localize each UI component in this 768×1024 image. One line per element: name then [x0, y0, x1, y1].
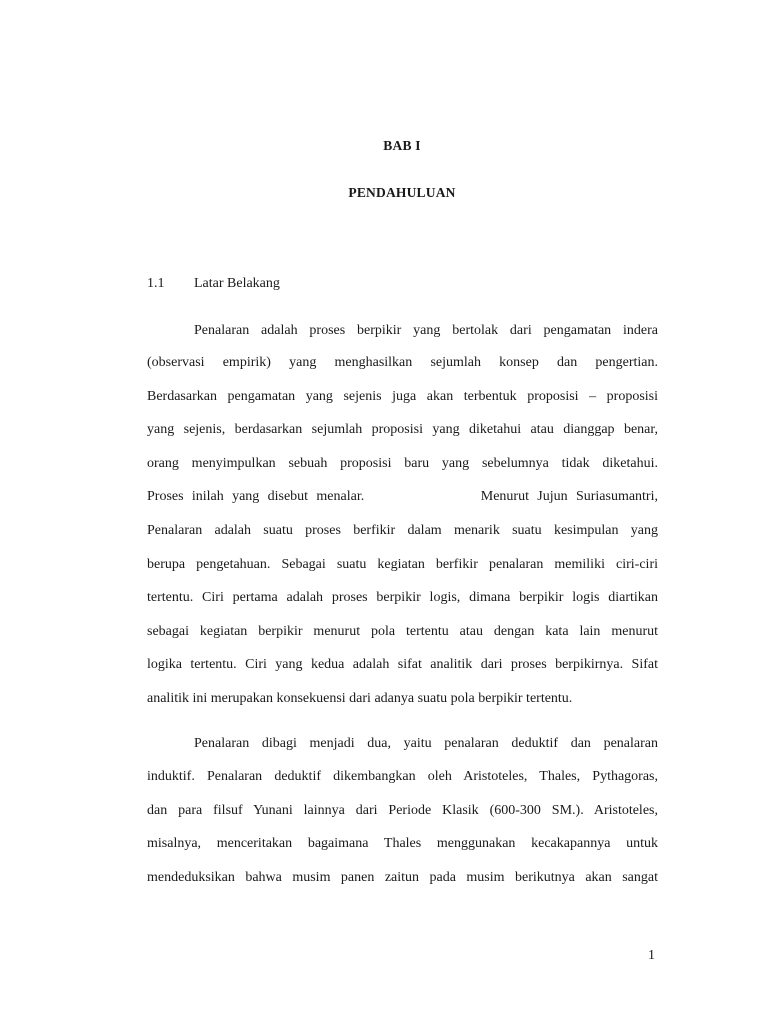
- paragraph-line: misalnya, menceritakan bagaimana Thales menggunakan kecakapannya untuk: [147, 836, 658, 851]
- paragraph-line: sebagai kegiatan berpikir menurut pola tertentu atau dengan kata lain menurut: [147, 624, 658, 639]
- paragraph-line: Proses inilah yang disebut menalar. Menurut Jujun Suriasumantri,: [147, 489, 658, 504]
- section-title: Latar Belakang: [194, 276, 280, 291]
- section-number: 1.1: [147, 276, 165, 291]
- paragraph-line: Berdasarkan pengamatan yang sejenis juga akan terbentuk proposisi – proposisi: [147, 389, 658, 404]
- paragraph-line: (observasi empirik) yang menghasilkan sejumlah konsep dan pengertian.: [147, 355, 658, 370]
- paragraph-line: analitik ini merupakan konsekuensi dari adanya suatu pola berpikir tertentu.: [147, 691, 573, 706]
- page-number: 1: [648, 948, 655, 963]
- paragraph-line: yang sejenis, berdasarkan sejumlah proposisi yang diketahui atau dianggap benar,: [147, 422, 658, 437]
- paragraph-line: Penalaran adalah suatu proses berfikir dalam menarik suatu kesimpulan yang: [147, 523, 658, 538]
- paragraph-line: logika tertentu. Ciri yang kedua adalah sifat analitik dari proses berpikirnya. Sifat: [147, 657, 658, 672]
- section-heading: [147, 276, 280, 292]
- paragraph-line: tertentu. Ciri pertama adalah proses berpikir logis, dimana berpikir logis diartikan: [147, 590, 658, 605]
- paragraph-line: Penalaran adalah proses berpikir yang bertolak dari pengamatan indera: [194, 323, 658, 338]
- paragraph-line: orang menyimpulkan sebuah proposisi baru yang sebelumnya tidak diketahui.: [147, 456, 658, 471]
- paragraph-line: berupa pengetahuan. Sebagai suatu kegiatan berfikir penalaran memiliki ciri-ciri: [147, 557, 658, 572]
- paragraph-line: induktif. Penalaran deduktif dikembangkan oleh Aristoteles, Thales, Pythagoras,: [147, 769, 658, 784]
- chapter-number: BAB I: [383, 138, 421, 153]
- paragraph-line: dan para filsuf Yunani lainnya dari Periode Klasik (600-300 SM.). Aristoteles,: [147, 803, 658, 818]
- paragraph-line: mendeduksikan bahwa musim panen zaitun pada musim berikutnya akan sangat: [147, 870, 658, 885]
- chapter-title: PENDAHULUAN: [348, 185, 456, 200]
- paragraph-line: Penalaran dibagi menjadi dua, yaitu penalaran deduktif dan penalaran: [194, 736, 658, 751]
